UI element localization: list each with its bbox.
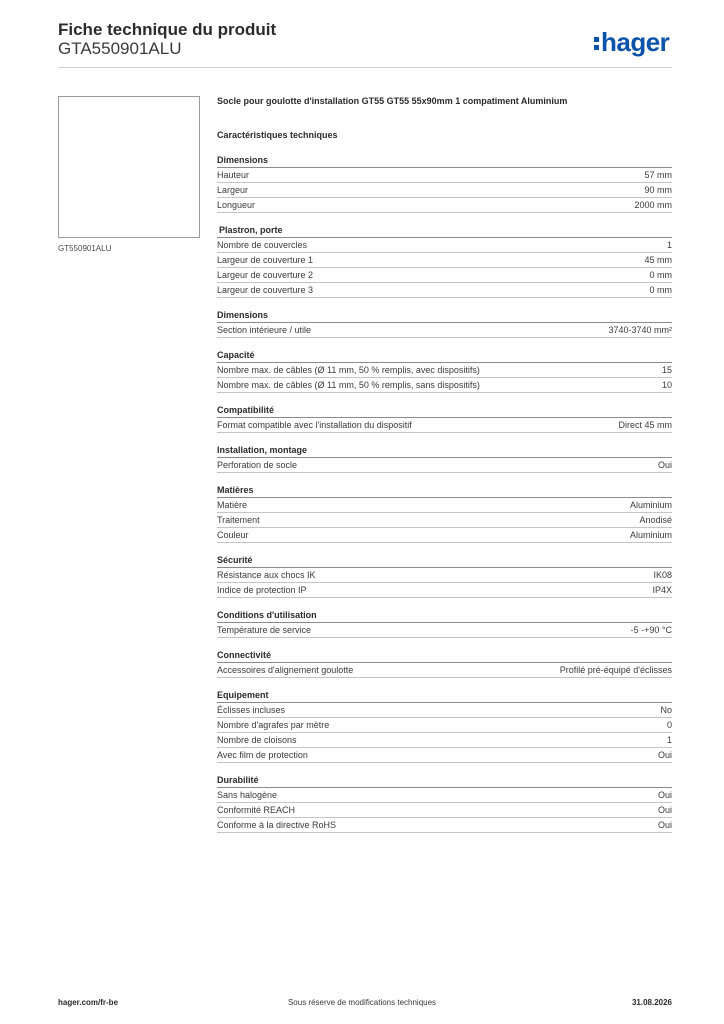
spec-label: Conforme à la directive RoHS bbox=[217, 820, 337, 830]
spec-row bbox=[217, 788, 672, 803]
spec-row bbox=[217, 748, 672, 763]
spec-value: Aluminium bbox=[629, 530, 672, 540]
spec-value: 90 mm bbox=[644, 185, 672, 195]
spec-label: Section intérieure / utile bbox=[217, 325, 312, 335]
spec-value: 2000 mm bbox=[634, 200, 672, 210]
spec-row bbox=[217, 323, 672, 338]
spec-value: Direct 45 mm bbox=[618, 420, 672, 430]
spec-row bbox=[217, 253, 672, 268]
spec-value: Oui bbox=[657, 460, 672, 470]
spec-value: 0 mm bbox=[649, 285, 672, 295]
product-image-placeholder bbox=[58, 96, 200, 238]
spec-section bbox=[217, 309, 672, 338]
spec-heading: Caractéristiques techniques bbox=[217, 130, 338, 140]
section-title: Conditions d'utilisation bbox=[217, 609, 672, 623]
spec-row bbox=[217, 623, 672, 638]
spec-label: Largeur de couverture 2 bbox=[217, 270, 314, 280]
page-title: Fiche technique du produit bbox=[58, 20, 277, 39]
section-title: Plastron, porte bbox=[217, 224, 672, 238]
spec-row bbox=[217, 183, 672, 198]
spec-section bbox=[217, 349, 672, 393]
spec-row bbox=[217, 568, 672, 583]
spec-value: Oui bbox=[657, 750, 672, 760]
spec-label: Nombre de cloisons bbox=[217, 735, 297, 745]
section-title: Sécurité bbox=[217, 554, 672, 568]
spec-row bbox=[217, 238, 672, 253]
footer-disclaimer: Sous réserve de modifications techniques bbox=[287, 998, 437, 1007]
spec-row bbox=[217, 733, 672, 748]
spec-label: Largeur de couverture 1 bbox=[217, 255, 314, 265]
spec-label: Avec film de protection bbox=[217, 750, 308, 760]
spec-row bbox=[217, 703, 672, 718]
spec-section bbox=[217, 484, 672, 543]
spec-label: Indice de protection IP bbox=[217, 585, 307, 595]
spec-section bbox=[217, 774, 672, 833]
footer-website: hager.com/fr-be bbox=[58, 998, 119, 1007]
product-image-caption: GT550901ALU bbox=[58, 244, 112, 253]
spec-label: Résistance aux chocs IK bbox=[217, 570, 316, 580]
spec-section bbox=[217, 609, 672, 638]
spec-value: 1 bbox=[666, 735, 672, 745]
spec-value: 57 mm bbox=[644, 170, 672, 180]
spec-label: Nombre de couvercles bbox=[217, 240, 308, 250]
section-title: Connectivité bbox=[217, 649, 672, 663]
spec-label: Format compatible avec l'installation du dispositif bbox=[217, 420, 412, 430]
spec-row bbox=[217, 583, 672, 598]
spec-value: 0 mm bbox=[649, 270, 672, 280]
spec-label: Nombre d'agrafes par mètre bbox=[217, 720, 330, 730]
logo-dots-icon bbox=[594, 37, 599, 50]
spec-row bbox=[217, 803, 672, 818]
spec-sections bbox=[217, 154, 672, 833]
spec-section bbox=[217, 224, 672, 298]
spec-value: -5 -+90 °C bbox=[630, 625, 672, 635]
spec-row bbox=[217, 528, 672, 543]
section-title: Equipement bbox=[217, 689, 672, 703]
spec-row bbox=[217, 663, 672, 678]
spec-label: Éclisses incluses bbox=[217, 705, 286, 715]
spec-row bbox=[217, 283, 672, 298]
spec-section bbox=[217, 649, 672, 678]
spec-row bbox=[217, 513, 672, 528]
spec-label: Hauteur bbox=[217, 170, 250, 180]
spec-section bbox=[217, 154, 672, 213]
spec-label: Couleur bbox=[217, 530, 249, 540]
spec-label: Conformité REACH bbox=[217, 805, 296, 815]
spec-value: Oui bbox=[657, 790, 672, 800]
spec-label: Nombre max. de câbles (Ø 11 mm, 50 % remplis, avec dispositifs) bbox=[217, 365, 480, 375]
spec-content bbox=[217, 96, 672, 844]
product-code: GTA550901ALU bbox=[58, 39, 182, 58]
spec-label: Matière bbox=[217, 500, 248, 510]
section-title: Matières bbox=[217, 484, 672, 498]
footer-date: 31.08.2026 bbox=[631, 998, 672, 1007]
section-title: Installation, montage bbox=[217, 444, 672, 458]
spec-value: IP4X bbox=[652, 585, 672, 595]
spec-value: 15 bbox=[661, 365, 672, 375]
spec-section bbox=[217, 689, 672, 763]
spec-value: 0 bbox=[666, 720, 672, 730]
spec-row bbox=[217, 818, 672, 833]
header-divider bbox=[58, 67, 672, 68]
spec-value: IK08 bbox=[653, 570, 672, 580]
section-title: Durabilité bbox=[217, 774, 672, 788]
spec-section bbox=[217, 404, 672, 433]
spec-label: Largeur de couverture 3 bbox=[217, 285, 314, 295]
spec-row bbox=[217, 268, 672, 283]
spec-value: Anodisé bbox=[639, 515, 672, 525]
hager-logo bbox=[594, 28, 669, 56]
spec-row bbox=[217, 458, 672, 473]
logo-text: hager bbox=[601, 27, 670, 57]
spec-label: Accessoires d'alignement goulotte bbox=[217, 665, 354, 675]
spec-value: 3740-3740 mm² bbox=[608, 325, 672, 335]
spec-row bbox=[217, 378, 672, 393]
spec-row bbox=[217, 168, 672, 183]
section-title: Dimensions bbox=[217, 154, 672, 168]
spec-row bbox=[217, 718, 672, 733]
spec-row bbox=[217, 498, 672, 513]
spec-value: No bbox=[660, 705, 672, 715]
spec-section bbox=[217, 444, 672, 473]
section-title: Capacité bbox=[217, 349, 672, 363]
section-title: Dimensions bbox=[217, 309, 672, 323]
spec-row bbox=[217, 198, 672, 213]
spec-value: Oui bbox=[657, 805, 672, 815]
spec-row bbox=[217, 363, 672, 378]
spec-label: Sans halogène bbox=[217, 790, 278, 800]
spec-label: Traitement bbox=[217, 515, 260, 525]
spec-label: Perforation de socle bbox=[217, 460, 298, 470]
spec-value: 45 mm bbox=[644, 255, 672, 265]
spec-row bbox=[217, 418, 672, 433]
spec-section bbox=[217, 554, 672, 598]
product-description: Socle pour goulotte d'installation GT55 GT55 55x90mm 1 compatiment Aluminium bbox=[217, 96, 568, 106]
spec-value: 10 bbox=[661, 380, 672, 390]
spec-label: Température de service bbox=[217, 625, 312, 635]
spec-label: Longueur bbox=[217, 200, 256, 210]
spec-label: Largeur bbox=[217, 185, 249, 195]
section-title: Compatibilité bbox=[217, 404, 672, 418]
spec-value: 1 bbox=[666, 240, 672, 250]
spec-value: Profilé pré-équipé d'éclisses bbox=[559, 665, 672, 675]
spec-value: Oui bbox=[657, 820, 672, 830]
spec-value: Aluminium bbox=[629, 500, 672, 510]
spec-label: Nombre max. de câbles (Ø 11 mm, 50 % remplis, sans dispositifs) bbox=[217, 380, 480, 390]
